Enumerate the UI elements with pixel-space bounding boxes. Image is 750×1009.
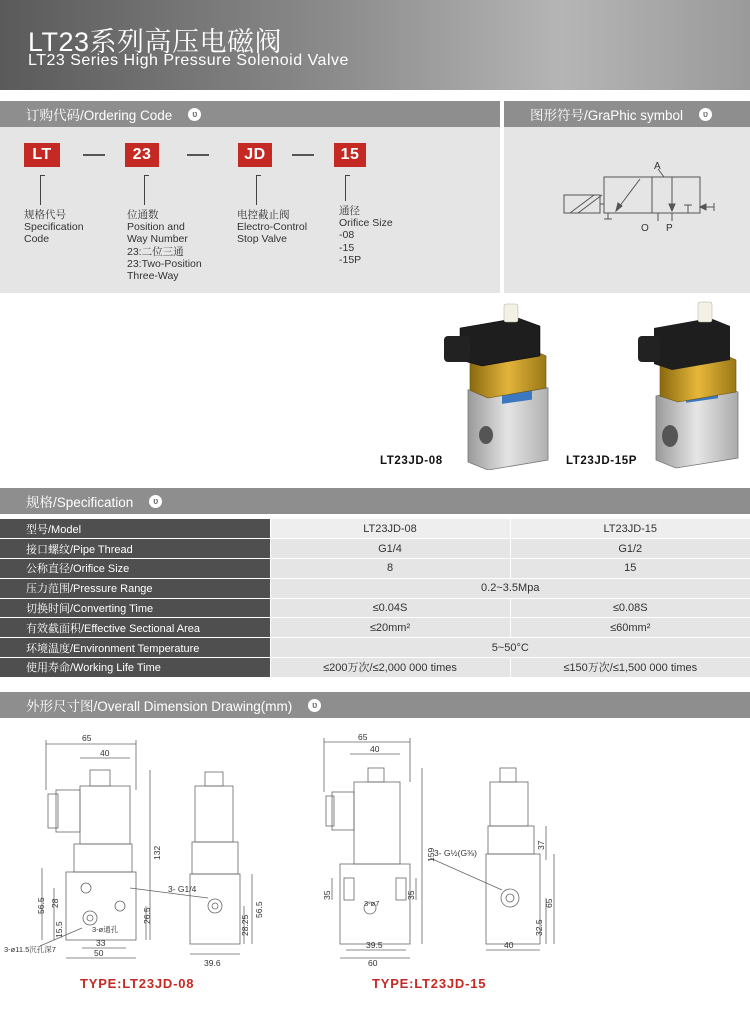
info-icon: ʋ bbox=[308, 699, 321, 712]
hero-banner bbox=[0, 0, 750, 90]
dim-through-hole: 3-ø通孔 bbox=[92, 925, 119, 934]
port-o-label: O bbox=[641, 223, 649, 234]
code-box-way: 23 bbox=[125, 143, 159, 167]
table-row: 公称直径/Orifice Size 8 15 bbox=[0, 559, 750, 579]
code-leader bbox=[144, 175, 145, 205]
dim-thread: 3- G½(G⅜) bbox=[434, 848, 477, 858]
info-icon: ʋ bbox=[188, 108, 201, 121]
dim-hole: 3-ø7 bbox=[364, 899, 380, 908]
code-leader bbox=[345, 175, 346, 201]
dim-60: 60 bbox=[368, 958, 378, 968]
code-dash bbox=[292, 154, 314, 156]
dim-50: 50 bbox=[94, 948, 104, 958]
dim-65-side: 65 bbox=[544, 898, 554, 908]
dim-56-5: 56.5 bbox=[36, 897, 46, 914]
specification-title: 规格/Specification bbox=[26, 495, 134, 510]
ordering-code-header bbox=[0, 101, 500, 127]
dimension-drawing-15 bbox=[310, 728, 580, 968]
dim-132: 132 bbox=[152, 845, 162, 860]
code-desc-spec: 规格代号 Specification Code bbox=[24, 209, 84, 246]
code-leader-tick bbox=[144, 175, 149, 176]
code-leader-tick bbox=[256, 175, 261, 176]
code-leader bbox=[40, 175, 41, 205]
dim-40: 40 bbox=[100, 748, 110, 758]
dim-32-5: 32.5 bbox=[534, 919, 544, 936]
dim-159: 159 bbox=[426, 847, 436, 862]
code-desc-orifice: 通径 Orifice Size -08 -15 -15P bbox=[339, 205, 393, 266]
dim-40: 40 bbox=[370, 744, 380, 754]
dim-37: 37 bbox=[536, 840, 546, 850]
ordering-code-title: 订购代码/Ordering Code bbox=[26, 108, 173, 123]
table-row: 压力范围/Pressure Range 0.2~3.5Mpa bbox=[0, 578, 750, 598]
table-row: 接口螺纹/Pipe Thread G1/4 G1/2 bbox=[0, 539, 750, 559]
dimension-drawing-08 bbox=[0, 728, 300, 968]
dim-40-side: 40 bbox=[504, 940, 514, 950]
code-box-series: LT bbox=[24, 143, 60, 167]
valve-photo-08 bbox=[430, 300, 580, 470]
code-box-type: JD bbox=[238, 143, 272, 167]
dim-56-5-side: 56.5 bbox=[254, 901, 264, 918]
table-row: 使用寿命/Working Life Time ≤200万次/≤2,000 000 times ≤150万次/≤1,500 000 times bbox=[0, 658, 750, 678]
dim-65: 65 bbox=[358, 732, 368, 742]
dim-65: 65 bbox=[82, 733, 92, 743]
photo-label-08: LT23JD-08 bbox=[380, 455, 443, 467]
table-row: 有效截面积/Effective Sectional Area ≤20mm² ≤60mm² bbox=[0, 618, 750, 638]
info-icon: ʋ bbox=[149, 495, 162, 508]
type-label-15: TYPE:LT23JD-15 bbox=[372, 976, 487, 991]
specification-table bbox=[0, 519, 750, 678]
code-leader bbox=[256, 175, 257, 205]
valve-photo-15p bbox=[620, 296, 745, 471]
dim-35-left: 35 bbox=[322, 890, 332, 900]
page-title-en: LT23 Series High Pressure Solenoid Valve bbox=[28, 52, 349, 69]
dim-35-right: 35 bbox=[406, 890, 416, 900]
code-dash bbox=[187, 154, 209, 156]
port-a-label: A bbox=[654, 161, 661, 172]
type-label-08: TYPE:LT23JD-08 bbox=[80, 976, 195, 991]
photo-label-15p: LT23JD-15P bbox=[566, 455, 637, 467]
code-leader-tick bbox=[40, 175, 45, 176]
dim-39-6: 39.6 bbox=[204, 958, 221, 968]
code-desc-way: 位通数 Position and Way Number 23:二位三通 23:Two-Position Three-Way bbox=[127, 209, 202, 283]
info-icon: ʋ bbox=[699, 108, 712, 121]
table-row: 环境温度/Environment Temperature 5~50°C bbox=[0, 638, 750, 658]
dim-26-5: 26.5 bbox=[142, 907, 152, 924]
dimension-drawing-header bbox=[0, 692, 750, 718]
port-p-label: P bbox=[666, 223, 673, 234]
dim-thread: 3- G1/4 bbox=[168, 884, 197, 894]
code-desc-type: 电控截止阀 Electro-Control Stop Valve bbox=[237, 209, 308, 246]
code-box-orifice: 15 bbox=[334, 143, 366, 167]
dim-15-5: 15.5 bbox=[54, 921, 64, 938]
symbol-header bbox=[504, 101, 750, 127]
dim-39-5: 39.5 bbox=[366, 940, 383, 950]
valve-symbol-diagram bbox=[504, 127, 750, 293]
dim-mount-hole: 3-ø11.5沉孔深7 bbox=[4, 945, 56, 954]
table-row: 型号/Model LT23JD-08 LT23JD-15 bbox=[0, 519, 750, 539]
dim-28: 28 bbox=[50, 898, 60, 908]
dim-33: 33 bbox=[96, 938, 106, 948]
page-title-cn: LT23系列高压电磁阀 bbox=[28, 27, 283, 57]
code-dash bbox=[83, 154, 105, 156]
dimension-drawing-title: 外形尺寸图/Overall Dimension Drawing(mm) bbox=[26, 699, 293, 714]
table-row: 切换时间/Converting Time ≤0.04S ≤0.08S bbox=[0, 598, 750, 618]
specification-header bbox=[0, 488, 750, 514]
symbol-title: 图形符号/GraPhic symbol bbox=[530, 108, 684, 123]
code-leader-tick bbox=[345, 175, 350, 176]
dim-28-25: 28.25 bbox=[240, 914, 250, 936]
